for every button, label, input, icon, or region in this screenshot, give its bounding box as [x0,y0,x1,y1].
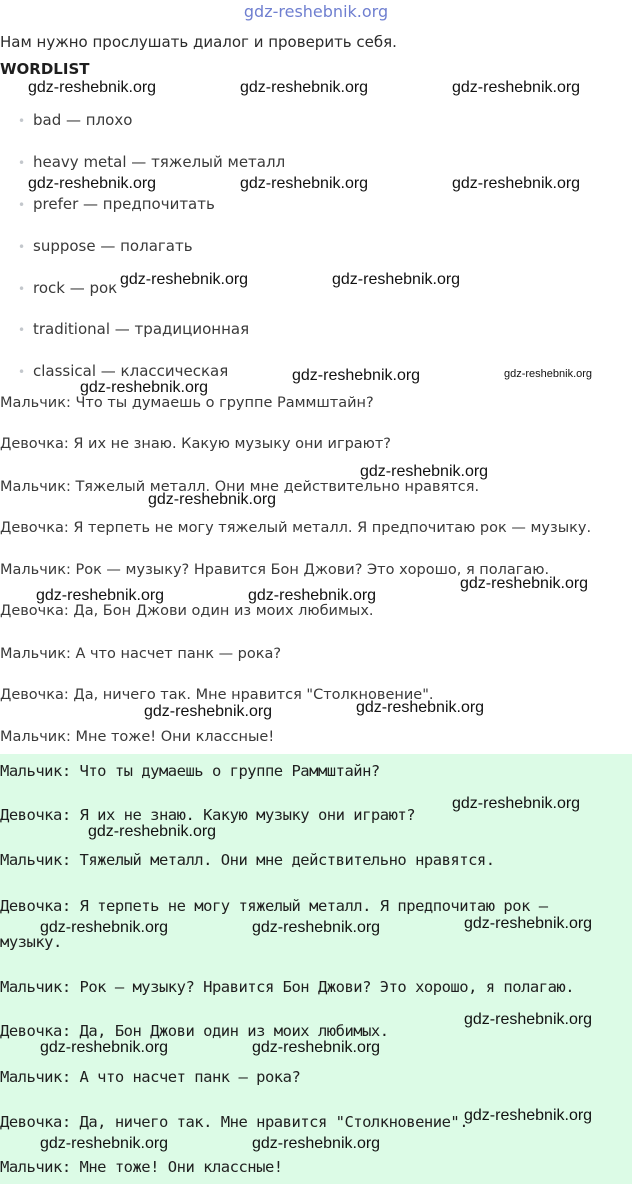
watermark: gdz-reshebnik.org [464,1107,593,1124]
answer-line: Мальчик: А что насчет панк — рока? [0,1068,301,1086]
bullet-icon: • [18,240,26,254]
wordlist-item: • suppose — полагать [18,237,193,255]
answer-line: Мальчик: Что ты думаешь о группе Раммштайн? [0,762,380,780]
watermark: gdz-reshebnik.org [332,271,461,288]
dialog-line: Девочка: Я их не знаю. Какую музыку они играют? [0,436,392,452]
watermark: gdz-reshebnik.org [356,699,485,716]
watermark: gdz-reshebnik.org [240,175,369,192]
watermark: gdz-reshebnik.org [248,587,377,604]
dialog-line: Мальчик: Тяжелый металл. Они мне действительно нравятся. [0,479,480,495]
answer-line: Мальчик: Мне тоже! Они классные! [0,1158,283,1176]
watermark: gdz-reshebnik.org [464,1011,593,1028]
watermark: gdz-reshebnik.org [28,79,157,96]
watermark: gdz-reshebnik.org [240,79,369,96]
bullet-icon: • [18,282,26,296]
answer-line: Девочка: Я их не знаю. Какую музыку они играют? [0,806,416,824]
watermark: gdz-reshebnik.org [120,271,249,288]
watermark: gdz-reshebnik.org [252,919,381,936]
watermark: gdz-reshebnik.org [144,703,273,720]
watermark: gdz-reshebnik.org [40,1039,169,1056]
wordlist-item: • heavy metal — тяжелый металл [18,153,286,171]
wordlist-item: • classical — классическая [18,362,229,380]
dialog-line: Мальчик: Что ты думаешь о группе Раммштайн? [0,395,374,411]
watermark: gdz-reshebnik.org [252,1135,381,1152]
wordlist-item: • rock — рок [18,279,118,297]
answer-line: Девочка: Да, Бон Джови один из моих любимых. [0,1022,389,1040]
wordlist-title: WORDLIST [0,60,90,78]
answer-line: Мальчик: Тяжелый металл. Они мне действительно нравятся. [0,851,495,869]
watermark: gdz-reshebnik.org [88,823,217,840]
watermark: gdz-reshebnik.org [40,1135,169,1152]
bullet-icon: • [18,156,26,170]
site-label[interactable]: gdz-reshebnik.org [243,2,389,21]
watermark: gdz-reshebnik.org [252,1039,381,1056]
watermark: gdz-reshebnik.org [452,79,581,96]
bullet-icon: • [18,114,26,128]
answer-line: музыку. [0,933,62,951]
dialog-line: Девочка: Я терпеть не могу тяжелый металл. Я предпочитаю рок — музыку. [0,520,592,536]
watermark: gdz-reshebnik.org [452,795,581,812]
watermark: gdz-reshebnik.org [504,368,593,380]
dialog-line: Мальчик: А что насчет панк — рока? [0,646,282,662]
watermark: gdz-reshebnik.org [460,575,589,592]
answer-line: Девочка: Я терпеть не могу тяжелый металл. Я предпочитаю рок — [0,897,548,915]
wordlist-item: • bad — плохо [18,111,133,129]
watermark: gdz-reshebnik.org [292,367,421,384]
bullet-icon: • [18,198,26,212]
wordlist-item: • prefer — предпочитать [18,195,215,213]
watermark: gdz-reshebnik.org [36,587,165,604]
dialog-line: Мальчик: Мне тоже! Они классные! [0,729,275,745]
watermark: gdz-reshebnik.org [40,919,169,936]
watermark: gdz-reshebnik.org [80,379,209,396]
dialog-line: Девочка: Да, Бон Джови один из моих любимых. [0,603,374,619]
intro-text: Нам нужно прослушать диалог и проверить себя. [0,33,397,51]
wordlist-item: • traditional — традиционная [18,320,250,338]
watermark: gdz-reshebnik.org [464,915,593,932]
dialog-line: Мальчик: Рок — музыку? Нравится Бон Джови? Это хорошо, я полагаю. [0,562,550,578]
bullet-icon: • [18,323,26,337]
answer-line: Мальчик: Рок — музыку? Нравится Бон Джови? Это хорошо, я полагаю. [0,978,575,996]
watermark: gdz-reshebnik.org [28,175,157,192]
watermark: gdz-reshebnik.org [148,491,277,508]
dialog-line: Девочка: Да, ничего так. Мне нравится "Столкновение". [0,687,434,703]
bullet-icon: • [18,365,26,379]
watermark: gdz-reshebnik.org [360,463,489,480]
answer-line: Девочка: Да, ничего так. Мне нравится "Столкновение". [0,1113,469,1131]
watermark: gdz-reshebnik.org [452,175,581,192]
